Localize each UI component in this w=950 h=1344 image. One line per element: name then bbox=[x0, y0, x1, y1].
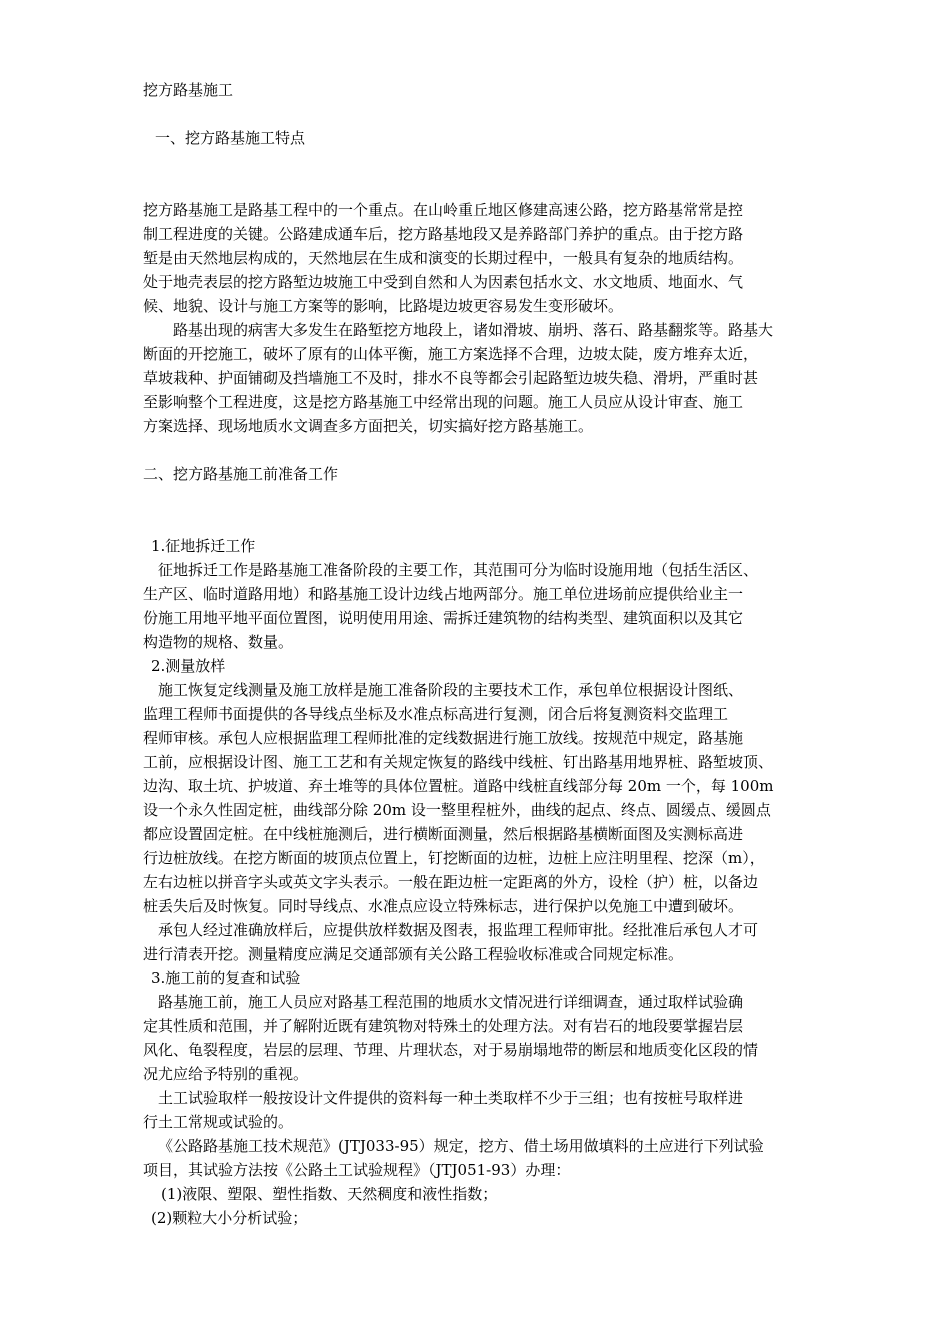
text-line: 处于地壳表层的挖方路堑边坡施工中受到自然和人为因素包括水文、水文地质、地面水、气 bbox=[143, 273, 744, 291]
text-line: 候、地貌、设计与施工方案等的影响，比路堤边坡更容易发生变形破坏。 bbox=[143, 297, 624, 315]
text-line: 制工程进度的关键。公路建成通车后，挖方路基地段又是养路部门养护的重点。由于挖方路 bbox=[143, 225, 744, 243]
text-line: 桩丢失后及时恢复。同时导线点、水准点应设立特殊标志，进行保护以免施工中遭到破坏。 bbox=[143, 897, 744, 915]
text-line: 风化、龟裂程度，岩层的层理、节理、片理状态，对于易崩塌地带的断层和地质变化区段的情 bbox=[143, 1041, 759, 1059]
document-title: 挖方路基施工 bbox=[143, 81, 234, 99]
text-line: 施工恢复定线测量及施工放样是施工准备阶段的主要技术工作，承包单位根据设计图纸、 bbox=[158, 681, 744, 699]
text-line: 定其性质和范围，并了解附近既有建筑物对特殊土的处理方法。对有岩石的地段要掌握岩层 bbox=[143, 1017, 744, 1035]
list-item: (2)颗粒大小分析试验； bbox=[151, 1209, 308, 1227]
text-line: 承包人经过准确放样后，应提供放样数据及图表，报监理工程师审批。经批准后承包人才可 bbox=[158, 921, 759, 939]
test-items-list bbox=[143, 1182, 823, 1230]
document-page bbox=[143, 78, 823, 1230]
text-line: 方案选择、现场地质水文调查多方面把关，切实搞好挖方路基施工。 bbox=[143, 417, 594, 435]
text-line: 边沟、取土坑、护坡道、弃土堆等的具体位置桩。道路中线桩直线部分每 20m 一个，每 100m bbox=[143, 777, 774, 795]
text-line: 工前，应根据设计图、施工工艺和有关规定恢复的路线中线桩、钉出路基用地界桩、路堑坡顶、 bbox=[143, 753, 774, 771]
section2-heading: 二、挖方路基施工前准备工作 bbox=[143, 465, 339, 483]
text-line: 《公路路基施工技术规范》(JTJ033-95）规定，挖方、借土场用做填料的土应进行下列试验 bbox=[158, 1137, 764, 1155]
text-line: 征地拆迁工作是路基施工准备阶段的主要工作，其范围可分为临时设施用地（包括生活区、 bbox=[158, 561, 759, 579]
text-line: 路基施工前，施工人员应对路基工程范围的地质水文情况进行详细调查，通过取样试验确 bbox=[158, 993, 744, 1011]
section1-heading: 一、挖方路基施工特点 bbox=[155, 129, 306, 147]
text-line: 份施工用地平地平面位置图，说明使用用途、需拆迁建筑物的结构类型、建筑面积以及其它 bbox=[143, 609, 744, 627]
text-line: 左右边桩以拼音字头或英文字头表示。一般在距边桩一定距离的外方，设栓（护）桩，以备边 bbox=[143, 873, 759, 891]
text-line: 行土工常规或试验的。 bbox=[143, 1113, 294, 1131]
text-line: 断面的开挖施工，破坏了原有的山体平衡，施工方案选择不合理，边坡太陡，废方堆弃太近， bbox=[143, 345, 759, 363]
sub3-paragraph-2 bbox=[143, 1086, 823, 1134]
text-line: 草坡栽种、护面铺砌及挡墙施工不及时，排水不良等都会引起路堑边坡失稳、滑坍，严重时甚 bbox=[143, 369, 759, 387]
text-line: 程师审核。承包人应根据监理工程师批准的定线数据进行施工放线。按规范中规定，路基施 bbox=[143, 729, 744, 747]
text-line: 土工试验取样一般按设计文件提供的资料每一种土类取样不少于三组；也有按桩号取样进 bbox=[158, 1089, 744, 1107]
text-line: 况尤应给予特别的重视。 bbox=[143, 1065, 309, 1083]
text-line: 进行清表开挖。测量精度应满足交通部颁有关公路工程验收标准或合同规定标准。 bbox=[143, 945, 684, 963]
sub3-title: 3.施工前的复查和试验 bbox=[151, 969, 301, 987]
sub2-title: 2.测量放样 bbox=[151, 657, 226, 675]
sub3-paragraph-3 bbox=[143, 1134, 823, 1182]
text-line: 路基出现的病害大多发生在路堑挖方地段上，诸如滑坡、崩坍、落石、路基翻浆等。路基大 bbox=[173, 321, 774, 339]
section1-paragraph-2 bbox=[143, 318, 823, 438]
text-line: 至影响整个工程进度，这是挖方路基施工中经常出现的问题。施工人员应从设计审查、施工 bbox=[143, 393, 744, 411]
text-line: 堑是由天然地层构成的，天然地层在生成和演变的长期过程中，一般具有复杂的地质结构。 bbox=[143, 249, 744, 267]
sub2-paragraph-1 bbox=[143, 678, 823, 918]
sub2-paragraph-2 bbox=[143, 918, 823, 966]
sub1-title: 1.征地拆迁工作 bbox=[151, 537, 256, 555]
text-line: 生产区、临时道路用地）和路基施工设计边线占地两部分。施工单位进场前应提供给业主一 bbox=[143, 585, 744, 603]
sub3-paragraph-1 bbox=[143, 990, 823, 1086]
text-line: 挖方路基施工是路基工程中的一个重点。在山岭重丘地区修建高速公路，挖方路基常常是控 bbox=[143, 201, 744, 219]
text-line: 项目，其试验方法按《公路土工试验规程》（JTJ051-93）办理： bbox=[143, 1161, 571, 1179]
text-line: 构造物的规格、数量。 bbox=[143, 633, 294, 651]
section1-paragraph-1 bbox=[143, 198, 823, 318]
text-line: 设一个永久性固定桩，曲线部分除 20m 设一整里程桩外，曲线的起点、终点、圆缓点、缓圆点 bbox=[143, 801, 771, 819]
list-item: (1)液限、塑限、塑性指数、天然稠度和液性指数； bbox=[161, 1185, 498, 1203]
text-line: 监理工程师书面提供的各导线点坐标及水准点标高进行复测，闭合后将复测资料交监理工 bbox=[143, 705, 729, 723]
text-line: 行边桩放线。在挖方断面的坡顶点位置上，钉挖断面的边桩，边桩上应注明里程、挖深（m）， bbox=[143, 849, 765, 867]
text-line: 都应设置固定桩。在中线桩施测后，进行横断面测量，然后根据路基横断面图及实测标高进 bbox=[143, 825, 744, 843]
sub1-paragraph bbox=[143, 558, 823, 654]
